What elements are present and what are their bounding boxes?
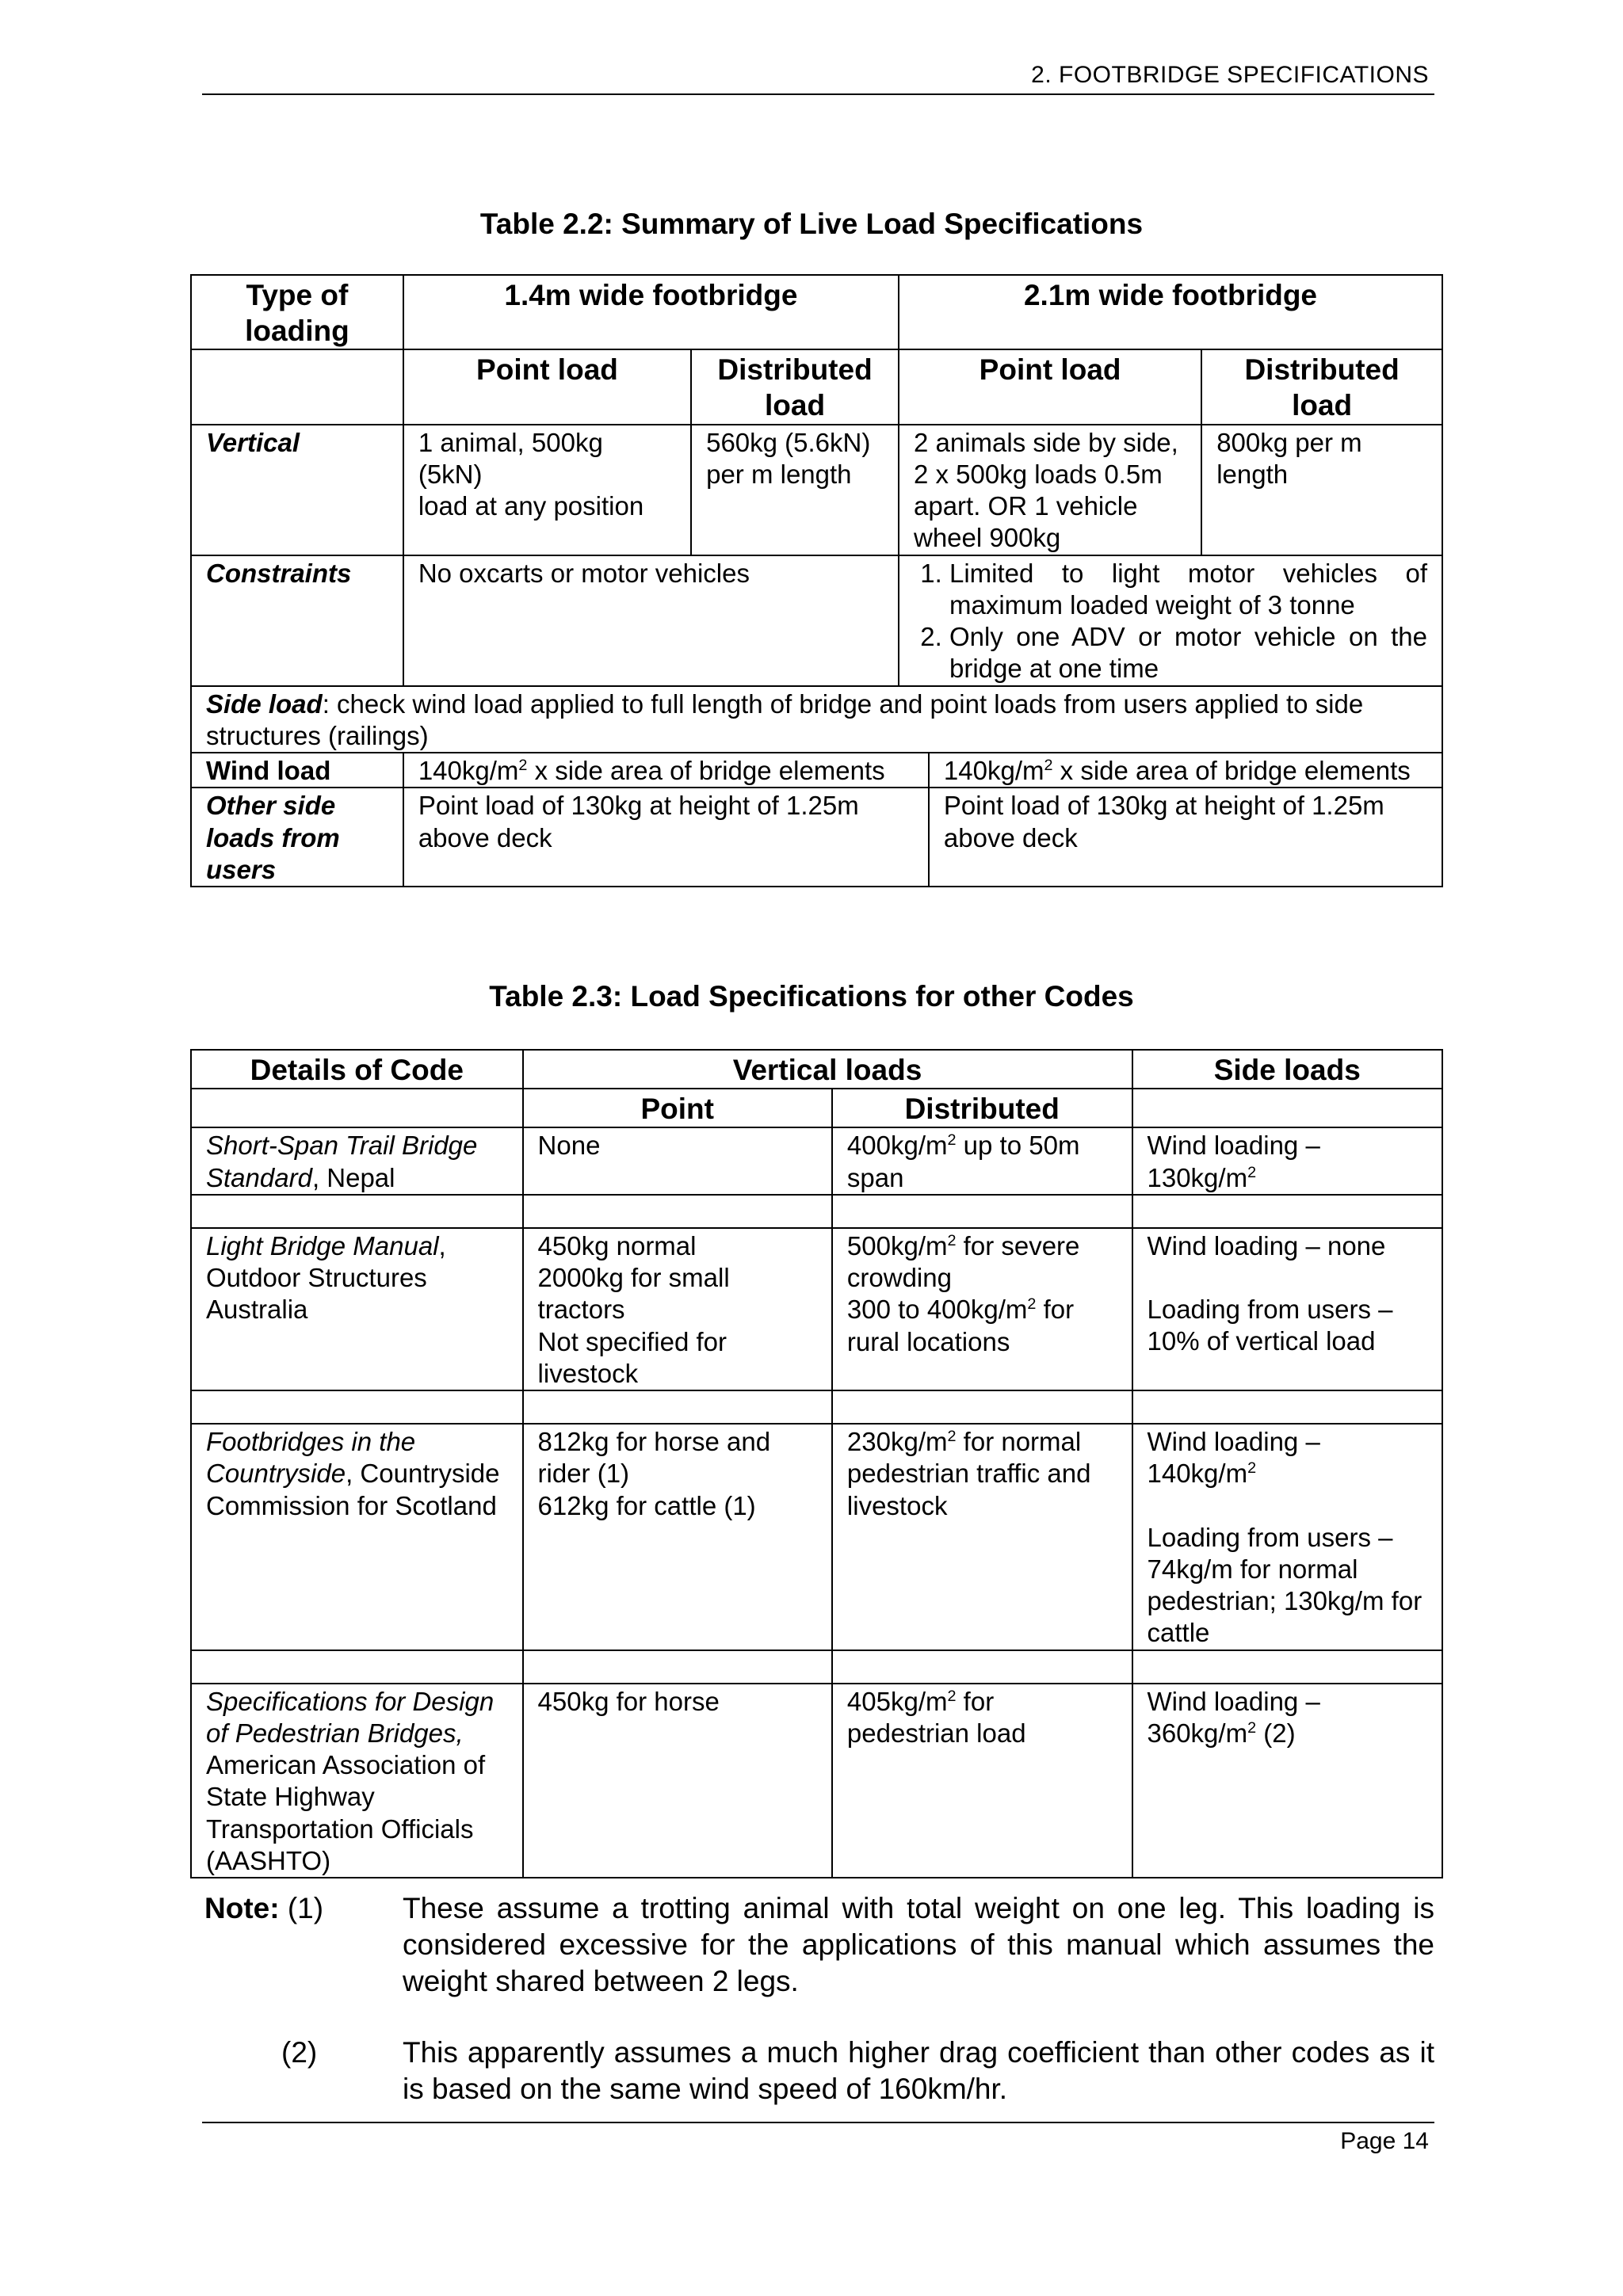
cell-text: Wind loading – 360kg/m — [1147, 1686, 1320, 1748]
code-cell — [191, 1228, 523, 1390]
column-header: 1.4m wide footbridge — [403, 275, 899, 349]
note-number: (1) — [287, 1892, 324, 1924]
note-text: This apparently assumes a much higher drag coefficient than other codes as it is based on the same wind speed of 160km/hr. — [403, 2035, 1434, 2105]
list-item: 1. Limited to light motor vehicles of maximum loaded weight of 3 tonne — [949, 558, 1427, 622]
cell-text: : check wind load applied to full length of bridge and point loads from users applied to side structures (railings) — [206, 688, 1364, 750]
page-number: Page 14 — [1340, 2128, 1429, 2154]
cell-text: up to 50m span — [846, 1131, 1080, 1192]
superscript: 2 — [947, 1231, 957, 1249]
table-cell — [1132, 1424, 1443, 1650]
table-row — [191, 788, 1442, 887]
note-label — [204, 1890, 403, 2000]
spacer-row — [191, 1650, 1442, 1684]
note-item — [204, 1890, 1434, 2000]
cell-text: Wind loading – 140kg/m — [1147, 1427, 1320, 1489]
table-cell — [832, 1684, 1132, 1878]
code-cell — [191, 1127, 523, 1195]
table-row — [191, 1424, 1442, 1650]
table-cell: Point load of 130kg at height of 1.25m above deck — [929, 788, 1442, 887]
table-caption: Table 2.2: Summary of Live Load Specifications — [479, 208, 1144, 240]
superscript: 2 — [1247, 1163, 1257, 1181]
table-cell: None — [523, 1127, 832, 1195]
list-item: 2. Only one ADV or motor vehicle on the bridge at one time — [949, 621, 1427, 685]
footer-rule — [202, 2122, 1434, 2123]
table-cell — [929, 753, 1442, 788]
cell-text: for normal pedestrian traffic and livestock — [846, 1427, 1091, 1520]
code-source: , Outdoor Structures Australia — [206, 1230, 446, 1325]
superscript: 2 — [518, 757, 528, 774]
column-subheader: Distributed — [832, 1089, 1132, 1127]
empty-cell — [191, 349, 403, 424]
table-row — [191, 1127, 1442, 1195]
note-gap — [204, 2000, 1434, 2035]
table-row — [191, 686, 1442, 753]
table-cell — [832, 1127, 1132, 1195]
table-subheader-row — [191, 349, 1442, 424]
code-cell — [191, 1424, 523, 1650]
cell-text: 400kg/m — [846, 1131, 948, 1161]
cell-text: x side area of bridge elements — [527, 756, 885, 785]
notes-section — [204, 1890, 1434, 2107]
column-subheader: Distributed load — [691, 349, 899, 424]
table-cell — [1132, 1684, 1443, 1878]
cell-line: load at any position — [418, 491, 644, 521]
cell-line — [1148, 1426, 1428, 1490]
superscript: 2 — [1044, 757, 1053, 774]
table-cell — [191, 686, 1442, 753]
note-item — [204, 2035, 1434, 2107]
cell-text: 500kg/m — [846, 1230, 948, 1261]
cell-line: (5kN) — [418, 459, 483, 489]
code-title: Footbridges in the Countryside — [206, 1427, 416, 1489]
column-header: Details of Code — [191, 1050, 523, 1089]
table-cell: 800kg per m length — [1201, 425, 1442, 555]
code-source: , Nepal — [311, 1162, 395, 1192]
cell-text: (2) — [1256, 1718, 1296, 1748]
table-cell — [899, 555, 1442, 686]
superscript: 2 — [947, 1687, 957, 1705]
running-header: 2. FOOTBRIDGE SPECIFICATIONS — [1031, 62, 1429, 88]
table-caption: Table 2.3: Load Specifications for other Codes — [489, 980, 1134, 1013]
code-source: , Countryside Commission for Scotland — [206, 1459, 500, 1520]
cell-line: 450kg normal — [537, 1230, 697, 1261]
live-load-table — [190, 274, 1443, 887]
cell-text: Wind loading – 130kg/m — [1147, 1131, 1320, 1192]
column-header: Side loads — [1132, 1050, 1443, 1089]
table-cell — [1132, 1228, 1443, 1390]
cell-text: for pedestrian load — [846, 1686, 1026, 1748]
spacer-row — [191, 1195, 1442, 1228]
row-label: Vertical — [191, 425, 403, 555]
table-row — [191, 1684, 1442, 1878]
code-title: Specifications for Design of Pedestrian Bridges, — [206, 1686, 495, 1748]
code-cell — [191, 1684, 523, 1878]
row-label: Other side loads from users — [191, 788, 403, 887]
code-source: American Association of State Highway Transportation Officials (AASHTO) — [206, 1750, 486, 1875]
cell-line: 612kg for cattle (1) — [537, 1490, 756, 1520]
constraint-list — [914, 558, 1427, 685]
note-heading: Note: — [204, 1892, 280, 1924]
row-label: Constraints — [191, 555, 403, 686]
cell-line: Loading from users – 10% of vertical load — [1147, 1295, 1393, 1356]
cell-line: Not specified for livestock — [537, 1326, 727, 1388]
superscript: 2 — [1247, 1718, 1257, 1737]
table-row — [191, 753, 1442, 788]
superscript: 2 — [947, 1131, 957, 1150]
table-row — [191, 1228, 1442, 1390]
table-cell — [523, 1424, 832, 1650]
code-title: Light Bridge Manual — [206, 1230, 439, 1261]
cell-text: x side area of bridge elements — [1052, 756, 1411, 785]
header-rule — [202, 93, 1434, 95]
table-subheader-row — [191, 1089, 1442, 1127]
note-label — [204, 2035, 403, 2107]
spacer-row — [191, 1390, 1442, 1424]
table-cell: 560kg (5.6kN) per m length — [691, 425, 899, 555]
superscript: 2 — [947, 1428, 957, 1445]
column-subheader: Distributed load — [1201, 349, 1442, 424]
row-label: Side load — [206, 688, 323, 719]
table-cell: 450kg for horse — [523, 1684, 832, 1878]
cell-text: 405kg/m — [846, 1686, 948, 1716]
column-header: Type of loading — [191, 275, 403, 349]
table-cell: No oxcarts or motor vehicles — [403, 555, 899, 686]
note-number: (2) — [281, 2035, 318, 2069]
code-title: Short-Span Trail Bridge Standard — [206, 1131, 478, 1192]
table-cell — [1132, 1127, 1443, 1195]
line-gap — [1148, 1490, 1428, 1522]
cell-line — [847, 1230, 1117, 1295]
column-header: 2.1m wide footbridge — [899, 275, 1442, 349]
table-cell — [523, 1228, 832, 1390]
empty-cell — [1132, 1089, 1443, 1127]
note-text: These assume a trotting animal with total weight on one leg. This loading is considered excessive for the applications of this manual which assumes the weight shared between 2 legs. — [403, 1892, 1434, 1997]
table-cell — [832, 1424, 1132, 1650]
table-header-row — [191, 1050, 1442, 1089]
line-gap — [1148, 1262, 1428, 1294]
table-cell: 2 animals side by side, 2 x 500kg loads 0.5m apart. OR 1 vehicle wheel 900kg — [899, 425, 1201, 555]
table-cell — [832, 1228, 1132, 1390]
cell-text: 300 to 400kg/m — [846, 1295, 1028, 1325]
cell-line: 2000kg for small tractors — [537, 1263, 730, 1325]
table-header-row — [191, 275, 1442, 349]
cell-line — [847, 1294, 1117, 1358]
table-row — [191, 425, 1442, 555]
cell-line: 1 animal, 500kg — [418, 427, 603, 457]
table-cell — [403, 753, 929, 788]
column-subheader: Point load — [899, 349, 1201, 424]
cell-text: 230kg/m — [846, 1427, 948, 1456]
cell-text: 140kg/m — [418, 756, 519, 785]
table-cell: Point load of 130kg at height of 1.25m above deck — [403, 788, 929, 887]
table-cell — [403, 425, 691, 555]
superscript: 2 — [1247, 1459, 1257, 1478]
column-subheader: Point load — [403, 349, 691, 424]
column-subheader: Point — [523, 1089, 832, 1127]
cell-text: for rural locations — [846, 1295, 1075, 1356]
cell-text: 140kg/m — [943, 756, 1044, 785]
cell-text: for severe crowding — [846, 1230, 1080, 1292]
cell-line: 812kg for horse and rider (1) — [537, 1427, 771, 1489]
superscript: 2 — [1027, 1295, 1037, 1314]
cell-line: Loading from users – 74kg/m for normal pedestrian; 130kg/m for cattle — [1147, 1522, 1423, 1648]
table-row — [191, 555, 1442, 686]
codes-table — [190, 1049, 1443, 1878]
row-label: Wind load — [191, 753, 403, 788]
cell-line: Wind loading – none — [1147, 1230, 1386, 1261]
empty-cell — [191, 1089, 523, 1127]
column-header: Vertical loads — [523, 1050, 1132, 1089]
